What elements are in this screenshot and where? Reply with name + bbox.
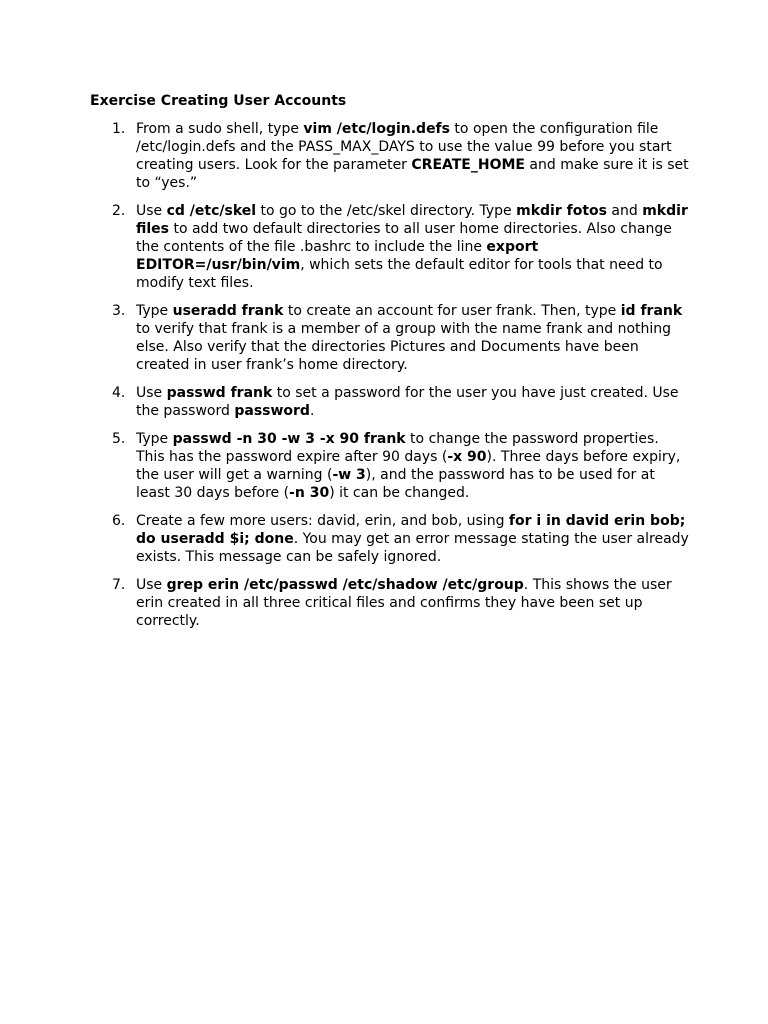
body-text: Type bbox=[136, 431, 173, 447]
body-text: From a sudo shell, type bbox=[136, 121, 304, 137]
command-text: id frank bbox=[620, 303, 683, 319]
list-item bbox=[90, 430, 690, 502]
body-text: and bbox=[606, 203, 643, 219]
body-text: , which sets the default editor for tools that need to modify text files. bbox=[136, 257, 663, 291]
body-text: to verify that frank is a member of a group with the name frank and nothing else. Also verify that the directories Pictures and Documents have been created in user frank’s home directory. bbox=[136, 321, 672, 373]
body-text: to set a password for the user you have just created. Use the password bbox=[136, 385, 679, 419]
body-text: . This shows the user erin created in all three critical files and confirms they have been set up correctly. bbox=[136, 577, 672, 629]
command-text: grep erin /etc/passwd /etc/shadow /etc/group bbox=[166, 577, 524, 593]
command-text: passwd frank bbox=[166, 385, 273, 401]
body-text: Type bbox=[136, 303, 173, 319]
body-text: . You may get an error message stating the user already exists. This message can be safely ignored. bbox=[136, 531, 689, 565]
body-text: to open the configuration file /etc/login.defs and the PASS_MAX_DAYS to use the value 99 before you start creating users. Look for the parameter bbox=[136, 121, 672, 173]
body-text: Create a few more users: david, erin, and bob, using bbox=[136, 513, 509, 529]
command-text: export EDITOR=/usr/bin/vim bbox=[136, 239, 539, 273]
step-text bbox=[136, 577, 672, 629]
command-text: cd /etc/skel bbox=[166, 203, 257, 219]
body-text: ). Three days before expiry, the user will get a warning ( bbox=[136, 449, 681, 483]
step-number: 4. bbox=[112, 385, 126, 401]
command-text: -n 30 bbox=[289, 485, 330, 501]
body-text: to add two default directories to all user home directories. Also change the contents of the file .bashrc to include the line bbox=[136, 221, 672, 255]
step-number: 2. bbox=[112, 203, 126, 219]
body-text: ), and the password has to be used for at least 30 days before ( bbox=[136, 467, 655, 501]
body-text: Use bbox=[136, 577, 167, 593]
command-text: for i in david erin bob; do useradd $i; done bbox=[136, 513, 686, 547]
body-text: ) it can be changed. bbox=[329, 485, 470, 501]
body-text: to go to the /etc/skel directory. Type bbox=[256, 203, 517, 219]
body-text: . bbox=[309, 403, 315, 419]
step-number: 3. bbox=[112, 303, 126, 319]
step-text bbox=[136, 303, 682, 373]
list-item bbox=[90, 384, 690, 420]
step-number: 7. bbox=[112, 577, 126, 593]
step-text bbox=[136, 513, 689, 565]
body-text: Use bbox=[136, 203, 167, 219]
command-text: passwd -n 30 -w 3 -x 90 frank bbox=[172, 431, 406, 447]
step-text bbox=[136, 203, 688, 291]
list-item bbox=[90, 576, 690, 630]
command-text: -w 3 bbox=[332, 467, 366, 483]
body-text: and make sure it is set to “yes.” bbox=[136, 157, 689, 191]
list-item bbox=[90, 302, 690, 374]
steps-list bbox=[90, 120, 690, 640]
list-item bbox=[90, 202, 690, 292]
body-text: Use bbox=[136, 385, 167, 401]
command-text: vim /etc/login.defs bbox=[303, 121, 450, 137]
step-text bbox=[136, 385, 679, 419]
step-number: 5. bbox=[112, 431, 126, 447]
command-text: mkdir files bbox=[136, 203, 688, 237]
body-text: to change the password properties. This has the password expire after 90 days ( bbox=[136, 431, 659, 465]
command-text: password bbox=[234, 403, 310, 419]
step-number: 1. bbox=[112, 121, 126, 137]
body-text: to create an account for user frank. Then, type bbox=[283, 303, 621, 319]
step-text bbox=[136, 431, 680, 501]
step-number: 6. bbox=[112, 513, 126, 529]
command-text: mkdir fotos bbox=[516, 203, 607, 219]
step-text bbox=[136, 121, 689, 191]
list-item bbox=[90, 120, 690, 192]
command-text: -x 90 bbox=[447, 449, 487, 465]
command-text: useradd frank bbox=[172, 303, 284, 319]
list-item bbox=[90, 512, 690, 566]
document-title: Exercise Creating User Accounts bbox=[90, 93, 347, 109]
command-text: CREATE_HOME bbox=[411, 157, 525, 173]
